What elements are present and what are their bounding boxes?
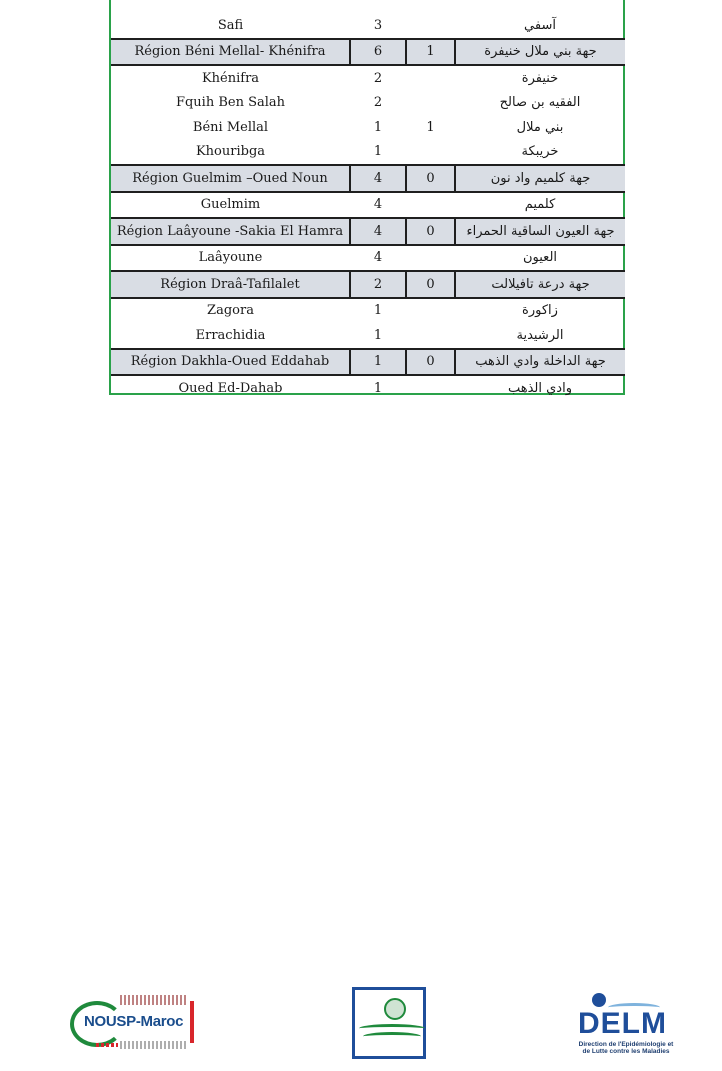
ministry-emblem-logo bbox=[352, 987, 426, 1059]
name-fr-cell: Khouribga bbox=[195, 144, 266, 160]
secondary-count-cell: 1 bbox=[406, 39, 455, 66]
secondary-count-cell: 0 bbox=[406, 271, 455, 298]
secondary-count-cell bbox=[406, 298, 455, 324]
region-row bbox=[111, 218, 625, 245]
name-fr-cell: Région Draâ-Tafilalet bbox=[111, 271, 350, 298]
delm-wordmark: DELM bbox=[578, 1007, 667, 1040]
name-fr-cell: Fquih Ben Salah bbox=[175, 95, 286, 111]
name-fr-cell: Région Guelmim –Oued Noun bbox=[111, 165, 350, 192]
name-fr-cell: Béni Mellal bbox=[192, 119, 269, 135]
count-cell: 4 bbox=[373, 197, 383, 213]
nousp-red-bar bbox=[190, 1001, 194, 1043]
name-fr-cell: Zagora bbox=[207, 303, 254, 319]
name-fr-cell: Laâyoune bbox=[198, 250, 263, 266]
count-cell: 1 bbox=[373, 119, 383, 135]
name-ar-cell: جهة بني ملال خنيفرة bbox=[455, 39, 625, 66]
nousp-logo bbox=[70, 995, 196, 1053]
emblem-sun-icon bbox=[384, 998, 406, 1020]
city-row bbox=[111, 91, 625, 116]
name-fr-cell: Région Dakhla-Oued Eddahab bbox=[111, 349, 350, 376]
name-fr-cell: Région Laâyoune -Sakia El Hamra bbox=[111, 218, 350, 245]
count-cell: 1 bbox=[350, 349, 406, 376]
count-cell: 1 bbox=[373, 144, 383, 160]
region-row bbox=[111, 39, 625, 66]
count-cell: 2 bbox=[373, 95, 383, 111]
city-row bbox=[111, 65, 625, 91]
count-cell: 6 bbox=[350, 39, 406, 66]
nousp-arabic-header bbox=[120, 995, 188, 1005]
name-ar-cell: خنيفرة bbox=[521, 70, 559, 86]
name-ar-cell: خريبكة bbox=[521, 144, 559, 160]
secondary-count-cell bbox=[406, 245, 455, 272]
name-ar-cell: آسفي bbox=[524, 17, 556, 33]
name-ar-cell: جهة الداخلة وادي الذهب bbox=[455, 349, 625, 376]
name-ar-cell: جهة العيون الساقية الحمراء bbox=[455, 218, 625, 245]
secondary-count-cell: 0 bbox=[406, 349, 455, 376]
count-cell: 4 bbox=[350, 165, 406, 192]
name-fr-cell: Safi bbox=[217, 17, 244, 33]
count-cell: 2 bbox=[373, 70, 383, 86]
footer-logos bbox=[0, 985, 722, 1065]
name-ar-cell: جهة درعة تافيلالت bbox=[455, 271, 625, 298]
delm-subtitle: Direction de l'Epidémiologie et de Lutte contre les Maladies bbox=[578, 1041, 674, 1055]
table-body bbox=[111, 13, 625, 401]
city-row bbox=[111, 192, 625, 219]
count-cell: 1 bbox=[373, 327, 383, 343]
name-fr-cell: Khénifra bbox=[201, 70, 260, 86]
count-cell: 2 bbox=[350, 271, 406, 298]
secondary-count-cell: 0 bbox=[406, 165, 455, 192]
region-row bbox=[111, 271, 625, 298]
secondary-count-cell: 0 bbox=[406, 218, 455, 245]
name-ar-cell: زاكورة bbox=[522, 303, 558, 319]
delm-logo bbox=[574, 989, 674, 1059]
secondary-count-cell bbox=[406, 192, 455, 219]
cases-table bbox=[111, 13, 625, 401]
secondary-count-cell: 1 bbox=[426, 119, 435, 135]
secondary-count-cell bbox=[406, 323, 455, 349]
secondary-count-cell bbox=[406, 65, 455, 91]
city-row bbox=[111, 323, 625, 349]
region-row bbox=[111, 349, 625, 376]
delm-person-icon bbox=[592, 993, 606, 1007]
name-ar-cell: الفقيه بن صالح bbox=[499, 95, 581, 111]
name-ar-cell: وادي الذهب bbox=[507, 380, 572, 396]
region-row bbox=[111, 165, 625, 192]
city-row bbox=[111, 298, 625, 324]
count-cell: 1 bbox=[373, 303, 383, 319]
count-cell: 4 bbox=[350, 218, 406, 245]
nousp-dots-icon bbox=[96, 1043, 118, 1047]
secondary-count-cell bbox=[406, 91, 455, 116]
secondary-count-cell bbox=[406, 13, 455, 39]
nousp-wordmark: NOUSP-Maroc bbox=[84, 1013, 184, 1030]
count-cell: 4 bbox=[373, 250, 383, 266]
city-row bbox=[111, 13, 625, 39]
name-fr-cell: Errachidia bbox=[195, 327, 266, 343]
secondary-count-cell bbox=[406, 375, 455, 401]
name-fr-cell: Oued Ed-Dahab bbox=[178, 380, 283, 396]
name-ar-cell: العيون bbox=[522, 250, 558, 266]
name-fr-cell: Région Béni Mellal- Khénifra bbox=[111, 39, 350, 66]
city-row bbox=[111, 140, 625, 166]
name-fr-cell: Guelmim bbox=[200, 197, 261, 213]
city-row bbox=[111, 115, 625, 140]
emblem-wave-icon bbox=[363, 1032, 421, 1041]
count-cell: 1 bbox=[373, 380, 383, 396]
city-row bbox=[111, 245, 625, 272]
count-cell: 3 bbox=[373, 17, 383, 33]
city-row bbox=[111, 375, 625, 401]
name-ar-cell: الرشيدية bbox=[516, 327, 564, 343]
name-ar-cell: كلميم bbox=[524, 197, 556, 213]
emblem-frame bbox=[352, 987, 426, 1059]
name-ar-cell: جهة كلميم واد نون bbox=[455, 165, 625, 192]
name-ar-cell: بني ملال bbox=[516, 119, 564, 135]
nousp-arabic-footer bbox=[120, 1041, 188, 1049]
secondary-count-cell bbox=[406, 140, 455, 166]
